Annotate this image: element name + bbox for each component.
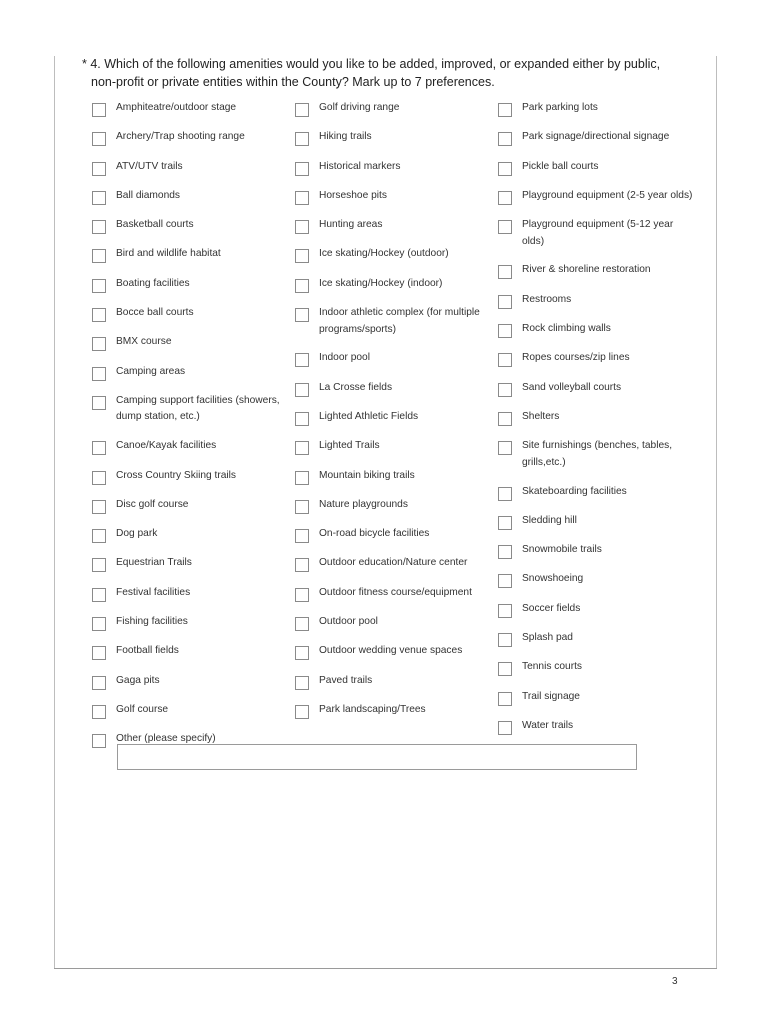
option-archery-trap-shooting-range[interactable] [92, 129, 302, 146]
option-label: Ball diamonds [116, 189, 180, 201]
page-frame-right [716, 56, 717, 968]
option-label: Archery/Trap shooting range [116, 131, 245, 143]
option-label: Shelters [522, 410, 560, 422]
option-park-parking-lots[interactable] [498, 100, 710, 117]
checkbox[interactable] [498, 265, 512, 279]
checkbox[interactable] [498, 162, 512, 176]
option-label: Outdoor wedding venue spaces [319, 645, 463, 657]
option-trail-signage[interactable] [498, 689, 710, 706]
option-playground-equipment-2-5-year-olds[interactable] [498, 188, 710, 205]
option-label: Other (please specify) [116, 733, 216, 745]
option-label: Canoe/Kayak facilities [116, 440, 217, 452]
option-ice-skating-hockey-outdoor[interactable] [295, 246, 505, 263]
option-label: On-road bicycle facilities [319, 528, 430, 540]
option-label: Playground equipment (5-12 year olds) [522, 219, 674, 247]
option-golf-course[interactable] [92, 702, 302, 719]
option-label: Snowshoeing [522, 573, 584, 585]
option-label: Outdoor pool [319, 616, 378, 628]
checkbox[interactable] [498, 353, 512, 367]
checkbox[interactable] [498, 103, 512, 117]
option-label: Cross Country Skiing trails [116, 469, 237, 481]
checkbox[interactable] [295, 676, 309, 690]
checkbox[interactable] [92, 588, 106, 602]
checkbox[interactable] [498, 721, 512, 735]
option-indoor-athletic-complex-for-multiple-programs-sports[interactable] [295, 305, 505, 338]
option-label: Trail signage [522, 690, 580, 702]
option-outdoor-wedding-venue-spaces[interactable] [295, 643, 505, 660]
option-label: Soccer fields [522, 602, 581, 614]
checkbox[interactable] [295, 103, 309, 117]
option-label: Hiking trails [319, 131, 372, 143]
option-sand-volleyball-courts[interactable] [498, 380, 710, 397]
option-label: Bocce ball courts [116, 307, 194, 319]
option-label: Gaga pits [116, 674, 160, 686]
checkbox[interactable] [295, 646, 309, 660]
checkbox[interactable] [92, 529, 106, 543]
option-skateboarding-facilities[interactable] [498, 484, 710, 501]
option-fishing-facilities[interactable] [92, 614, 302, 631]
option-dog-park[interactable] [92, 526, 302, 543]
checkbox[interactable] [295, 705, 309, 719]
checkbox[interactable] [498, 633, 512, 647]
option-label: Ropes courses/zip lines [522, 352, 630, 364]
option-label: Indoor pool [319, 352, 370, 364]
option-historical-markers[interactable] [295, 159, 505, 176]
option-bird-and-wildlife-habitat[interactable] [92, 246, 302, 263]
option-label: ATV/UTV trails [116, 160, 183, 172]
checkbox[interactable] [92, 162, 106, 176]
option-pickle-ball-courts[interactable] [498, 159, 710, 176]
option-shelters[interactable] [498, 409, 710, 426]
option-label: Golf course [116, 703, 169, 715]
option-soccer-fields[interactable] [498, 601, 710, 618]
option-label: Outdoor education/Nature center [319, 557, 468, 569]
option-label: La Crosse fields [319, 381, 393, 393]
option-label: Football fields [116, 645, 179, 657]
option-label: Lighted Athletic Fields [319, 410, 419, 422]
checkbox[interactable] [92, 617, 106, 631]
option-amphiteatre-outdoor-stage[interactable] [92, 100, 302, 117]
option-indoor-pool[interactable] [295, 350, 505, 367]
option-playground-equipment-5-12-year-olds[interactable] [498, 217, 710, 250]
page-frame-left [54, 56, 55, 968]
checkbox[interactable] [92, 396, 106, 410]
option-la-crosse-fields[interactable] [295, 380, 505, 397]
option-label: Nature playgrounds [319, 498, 408, 510]
option-label: Dog park [116, 528, 158, 540]
option-mountain-biking-trails[interactable] [295, 468, 505, 485]
option-ropes-courses-zip-lines[interactable] [498, 350, 710, 367]
option-atv-utv-trails[interactable] [92, 159, 302, 176]
option-site-furnishings-benches-tables-grills-etc[interactable] [498, 438, 710, 471]
option-cross-country-skiing-trails[interactable] [92, 468, 302, 485]
checkbox[interactable] [92, 132, 106, 146]
page-frame-bottom [54, 968, 717, 969]
checkbox[interactable] [92, 249, 106, 263]
option-outdoor-pool[interactable] [295, 614, 505, 631]
checkbox[interactable] [92, 500, 106, 514]
option-label: BMX course [116, 336, 172, 348]
option-sledding-hill[interactable] [498, 513, 710, 530]
option-snowshoeing[interactable] [498, 571, 710, 588]
option-label: Water trails [522, 719, 574, 731]
option-camping-areas[interactable] [92, 364, 302, 381]
option-river-shoreline-restoration[interactable] [498, 262, 710, 279]
checkbox[interactable] [92, 220, 106, 234]
option-label: Rock climbing walls [522, 323, 611, 335]
checkbox[interactable] [92, 191, 106, 205]
checkbox[interactable] [498, 383, 512, 397]
option-label: Mountain biking trails [319, 469, 415, 481]
option-label: Camping support facilities (showers, dump station, etc.) [116, 394, 280, 423]
options-column-1 [92, 100, 302, 761]
checkbox[interactable] [92, 103, 106, 117]
checkbox[interactable] [92, 558, 106, 572]
checkbox[interactable] [92, 471, 106, 485]
checkbox[interactable] [498, 295, 512, 309]
checkbox[interactable] [498, 692, 512, 706]
option-lighted-trails[interactable] [295, 438, 505, 455]
checkbox[interactable] [295, 588, 309, 602]
option-label: Camping areas [116, 365, 186, 377]
option-label: Outdoor fitness course/equipment [319, 586, 472, 598]
question-text [82, 55, 702, 91]
option-label: Sand volleyball courts [522, 381, 622, 393]
option-splash-pad[interactable] [498, 630, 710, 647]
option-label: Bird and wildlife habitat [116, 248, 221, 260]
option-label: Skateboarding facilities [522, 485, 627, 497]
option-nature-playgrounds[interactable] [295, 497, 505, 514]
option-canoe-kayak-facilities[interactable] [92, 438, 302, 455]
option-gaga-pits[interactable] [92, 673, 302, 690]
option-label: Playground equipment (2-5 year olds) [522, 189, 693, 201]
checkbox[interactable] [92, 646, 106, 660]
option-basketball-courts[interactable] [92, 217, 302, 234]
other-specify-input[interactable] [117, 744, 637, 770]
options-column-3 [498, 100, 710, 747]
checkbox[interactable] [295, 249, 309, 263]
checkbox[interactable] [498, 324, 512, 338]
checkbox[interactable] [295, 191, 309, 205]
option-label: Sledding hill [522, 514, 577, 526]
checkbox[interactable] [498, 662, 512, 676]
checkbox[interactable] [295, 353, 309, 367]
checkbox[interactable] [92, 308, 106, 322]
option-label: Splash pad [522, 632, 573, 644]
checkbox[interactable] [295, 279, 309, 293]
option-label: Boating facilities [116, 277, 190, 289]
option-label: Disc golf course [116, 498, 189, 510]
checkbox[interactable] [92, 676, 106, 690]
option-festival-facilities[interactable] [92, 585, 302, 602]
checkbox[interactable] [295, 132, 309, 146]
question-line-1: * 4. Which of the following amenities would you like to be added, improved, or expanded either by public, [82, 57, 661, 71]
checkbox[interactable] [92, 367, 106, 381]
option-label: Park landscaping/Trees [319, 703, 426, 715]
option-label: Indoor athletic complex (for multiple programs/sports) [319, 307, 480, 335]
question-line-2: non-profit or private entities within the County? Mark up to 7 preferences. [91, 75, 495, 89]
option-label: Basketball courts [116, 219, 194, 231]
option-label: Equestrian Trails [116, 557, 192, 569]
option-snowmobile-trails[interactable] [498, 542, 710, 559]
option-outdoor-education-nature-center[interactable] [295, 555, 505, 572]
option-football-fields[interactable] [92, 643, 302, 660]
checkbox[interactable] [498, 132, 512, 146]
option-golf-driving-range[interactable] [295, 100, 505, 117]
option-label: Restrooms [522, 293, 572, 305]
checkbox[interactable] [498, 545, 512, 559]
checkbox[interactable] [498, 516, 512, 530]
checkbox[interactable] [92, 734, 106, 748]
option-label: Fishing facilities [116, 616, 188, 628]
checkbox[interactable] [295, 441, 309, 455]
checkbox[interactable] [92, 279, 106, 293]
page-number: 3 [672, 976, 678, 987]
checkbox[interactable] [92, 705, 106, 719]
checkbox[interactable] [498, 604, 512, 618]
checkbox[interactable] [295, 558, 309, 572]
options-column-2 [295, 100, 505, 731]
option-water-trails[interactable] [498, 718, 710, 735]
option-label: Amphiteatre/outdoor stage [116, 102, 237, 113]
checkbox[interactable] [92, 441, 106, 455]
option-label: Pickle ball courts [522, 160, 599, 172]
option-equestrian-trails[interactable] [92, 555, 302, 572]
option-label: Snowmobile trails [522, 544, 602, 556]
option-label: Hunting areas [319, 219, 383, 231]
option-label: Site furnishings (benches, tables, grills,etc.) [522, 440, 673, 468]
option-outdoor-fitness-course-equipment[interactable] [295, 585, 505, 602]
option-label: Festival facilities [116, 586, 191, 598]
option-label: Ice skating/Hockey (indoor) [319, 277, 443, 289]
option-label: Park parking lots [522, 102, 598, 113]
option-paved-trails[interactable] [295, 673, 505, 690]
option-hiking-trails[interactable] [295, 129, 505, 146]
option-horseshoe-pits[interactable] [295, 188, 505, 205]
checkbox[interactable] [295, 220, 309, 234]
option-park-landscaping-trees[interactable] [295, 702, 505, 719]
checkbox[interactable] [295, 500, 309, 514]
checkbox[interactable] [498, 441, 512, 455]
option-label: River & shoreline restoration [522, 264, 651, 276]
option-bmx-course[interactable] [92, 334, 302, 351]
checkbox[interactable] [295, 412, 309, 426]
option-label: Park signage/directional signage [522, 131, 670, 143]
option-label: Golf driving range [319, 102, 400, 113]
checkbox[interactable] [295, 383, 309, 397]
option-label: Historical markers [319, 160, 401, 172]
option-camping-support-facilities-showers-dump-station-etc[interactable] [92, 393, 302, 426]
checkbox[interactable] [498, 220, 512, 234]
checkbox[interactable] [92, 337, 106, 351]
option-lighted-athletic-fields[interactable] [295, 409, 505, 426]
checkbox[interactable] [295, 471, 309, 485]
option-disc-golf-course[interactable] [92, 497, 302, 514]
option-rock-climbing-walls[interactable] [498, 321, 710, 338]
option-ball-diamonds[interactable] [92, 188, 302, 205]
checkbox[interactable] [498, 412, 512, 426]
option-ice-skating-hockey-indoor[interactable] [295, 276, 505, 293]
option-restrooms[interactable] [498, 292, 710, 309]
option-label: Paved trails [319, 674, 373, 686]
option-tennis-courts[interactable] [498, 659, 710, 676]
checkbox[interactable] [295, 308, 309, 322]
checkbox[interactable] [295, 617, 309, 631]
option-label: Horseshoe pits [319, 189, 387, 201]
checkbox[interactable] [498, 191, 512, 205]
option-label: Tennis courts [522, 661, 583, 673]
option-hunting-areas[interactable] [295, 217, 505, 234]
checkbox[interactable] [295, 162, 309, 176]
option-label: Lighted Trails [319, 440, 380, 452]
option-on-road-bicycle-facilities[interactable] [295, 526, 505, 543]
option-bocce-ball-courts[interactable] [92, 305, 302, 322]
option-boating-facilities[interactable] [92, 276, 302, 293]
checkbox[interactable] [498, 574, 512, 588]
checkbox[interactable] [295, 529, 309, 543]
option-label: Ice skating/Hockey (outdoor) [319, 248, 449, 260]
checkbox[interactable] [498, 487, 512, 501]
option-park-signage-directional-signage[interactable] [498, 129, 710, 146]
